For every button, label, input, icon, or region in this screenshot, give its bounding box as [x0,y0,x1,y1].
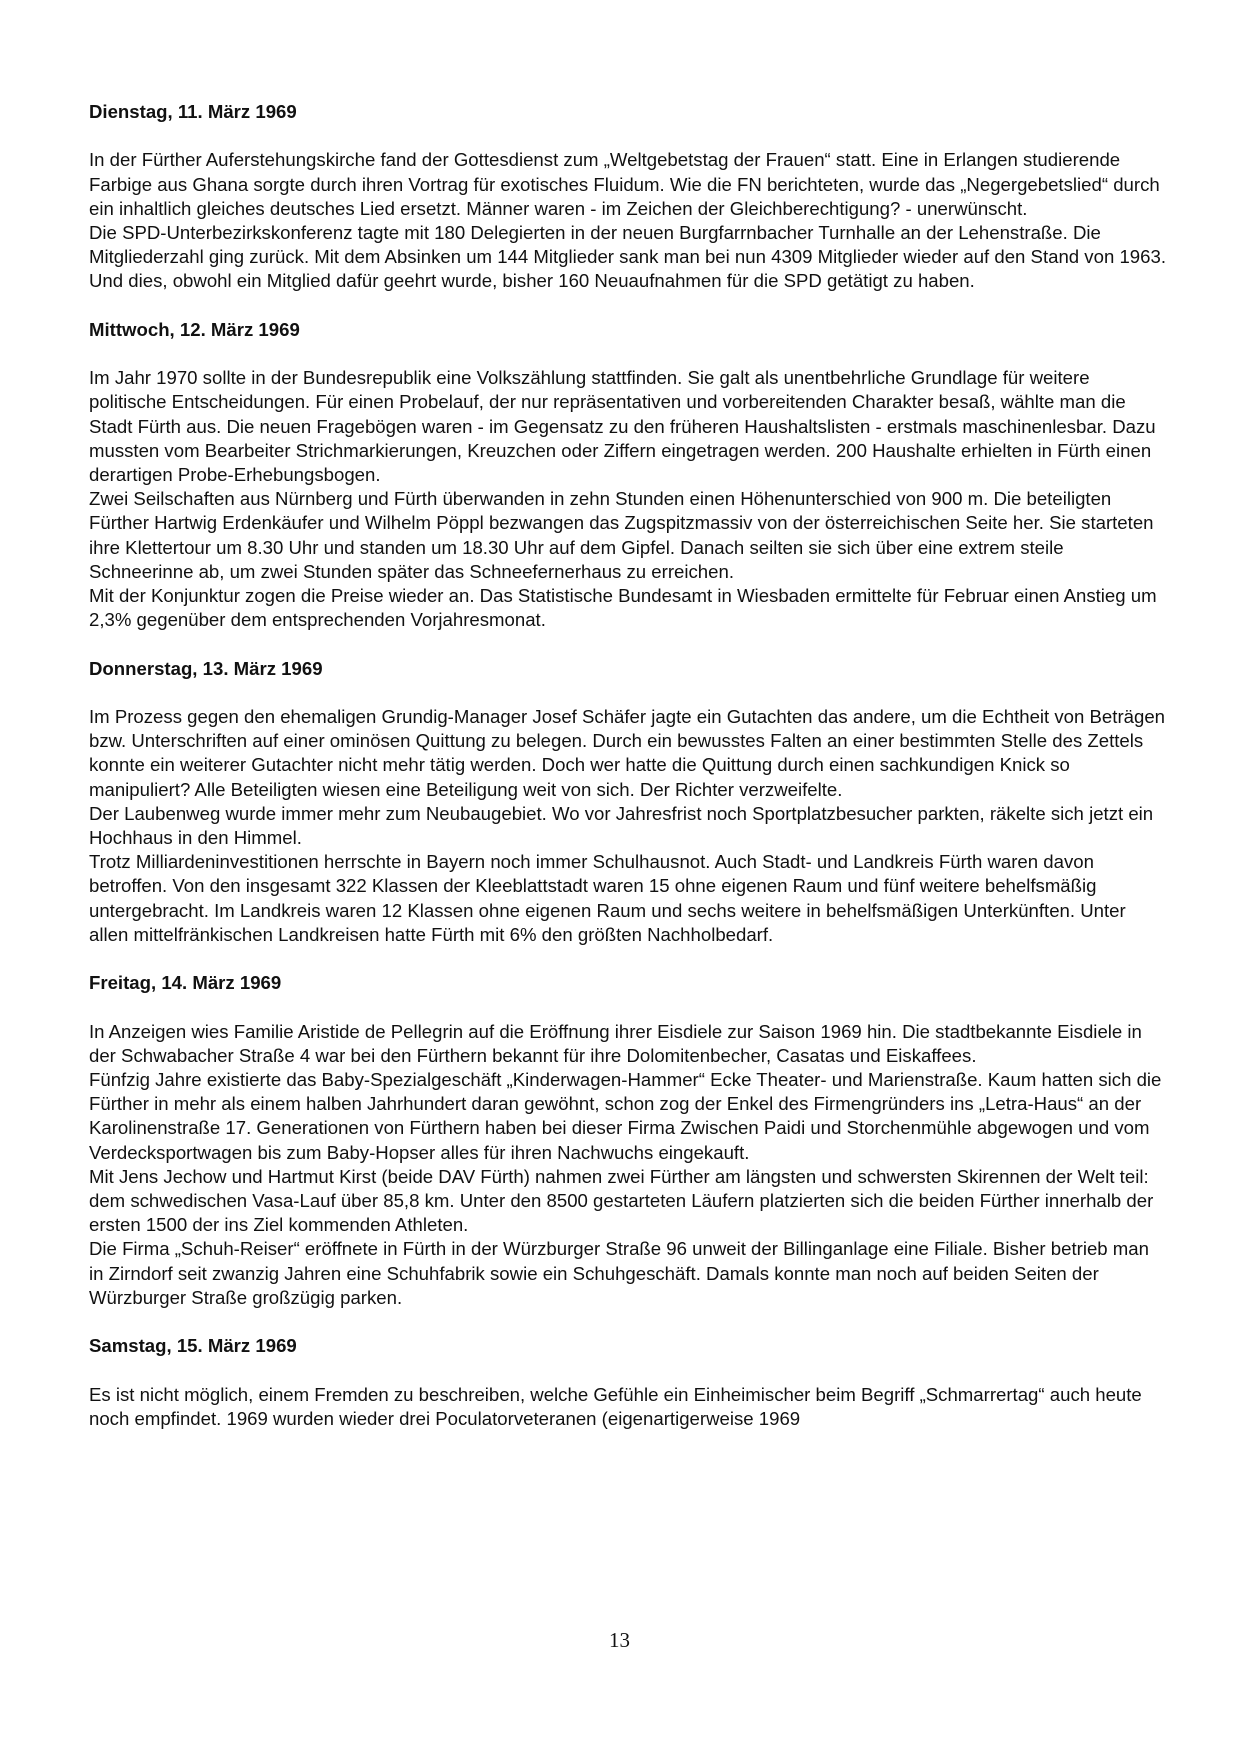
entry-date-heading: Mittwoch, 12. März 1969 [89,318,300,340]
entry-1969-03-14 [89,971,1167,1310]
entry-date-heading: Dienstag, 11. März 1969 [89,101,297,122]
entry-text: In Anzeigen wies Familie Aristide de Pellegrin auf die Eröffnung ihrer Eisdiele zur Saison 1969 hin. Die stadtbekannte Eisdiele in der Schwabacher Straße 4 war bei den Fürthern bekannt für ihre Dolomitenbecher, Casatas und Eiskaffees. Fünfzig Jahre existierte das Baby-Spezialgeschäft „Kinderwagen-Hammer“ Ecke Theater- und Marienstraße. Kaum hatten sich die Fürther in mehr als einem halben Jahrhundert daran gewöhnt, schon zog der Enkel des Firmengründers ins „Letra-Haus“ an der Karolinenstraße 17. Generationen von Fürthern haben bei dieser Firma Zwischen Paidi und Storchenmühle abgewogen und vom Verdecksportwagen bis zum Baby-Hopser alles für ihren Nachwuchs eingekauft. Mit Jens Jechow und Hartmut Kirst (beide DAV Fürth) nahmen zwei Fürther am längsten und schwersten Skirennen der Welt teil: dem schwedischen Vasa-Lauf über 85,8 km. Unter den 8500 gestarteten Läufern platzierten sich die beiden Fürther innerhalb der ersten 1500 der ins Ziel kommenden Athleten. Die Firma „Schuh-Reiser“ eröffnete in Fürth in der Würzburger Straße 96 unweit der Billinganlage eine Filiale. Bisher betrieb man in Zirndorf seit zwanzig Jahren eine Schuhfabrik sowie ein Schuhgeschäft. Damals konnte man noch auf beiden Seiten der Würzburger Straße großzügig parken. [89,1020,1162,1308]
entry-date-heading: Donnerstag, 13. März 1969 [89,657,323,679]
entry-text: Es ist nicht möglich, einem Fremden zu beschreiben, welche Gefühle ein Einheimischer beim Begriff „Schmarrertag“ auch heute noch empfindet. 1969 wurden wieder drei Poculatorveteranen (eigenartigerweise 1969 [89,1383,1142,1429]
chronicle-body [89,100,1167,1431]
entry-1969-03-15 [89,1334,1167,1431]
entry-date-heading: Samstag, 15. März 1969 [89,1335,297,1357]
entry-1969-03-12 [89,318,1167,633]
entry-date-heading: Freitag, 14. März 1969 [89,972,282,994]
entry-text: In der Fürther Auferstehungskirche fand der Gottesdienst zum „Weltgebetstag der Frauen“ statt. Eine in Erlangen studierende Farbige aus Ghana sorgte durch ihren Vortrag für exotisches Fluidum. Wie die FN berichteten, wurde das „Negergebetslied“ durch ein inhaltlich gleiches deutsches Lied ersetzt. Männer waren - im Zeichen der Gleichberechtigung? - unerwünscht. Die SPD-Unterbezirkskonferenz tagte mit 180 Delegierten in der neuen Burgfarrnbacher Turnhalle an der Lehenstraße. Die Mitgliederzahl ging zurück. Mit dem Absinken um 144 Mitglieder sank man bei nun 4309 Mitglieder wieder auf den Stand von 1963. Und dies, obwohl ein Mitglied dafür geehrt wurde, bisher 160 Neuaufnahmen für die SPD getätigt zu haben. [89,149,1166,292]
entry-1969-03-11 [89,100,1167,294]
entry-text: Im Jahr 1970 sollte in der Bundesrepublik eine Volkszählung stattfinden. Sie galt als unentbehrliche Grundlage für weitere politische Entscheidungen. Für einen Probelauf, der nur repräsentativen und vorbereitenden Charakter besaß, wählte man die Stadt Fürth aus. Die neuen Fragebögen waren - im Gegensatz zu den früheren Haushaltslisten - erstmals maschinenlesbar. Dazu mussten vom Bearbeiter Strichmarkierungen, Kreuzchen oder Ziffern eingetragen werden. 200 Haushalte erhielten in Fürth einen derartigen Probe-Erhebungsbogen. Zwei Seilschaften aus Nürnberg und Fürth überwanden in zehn Stunden einen Höhenunterschied von 900 m. Die beteiligten Fürther Hartwig Erdenkäufer und Wilhelm Pöppl bezwangen das Zugspitzmassiv von der österreichischen Seite her. Sie starteten ihre Klettertour um 8.30 Uhr und standen um 18.30 Uhr auf dem Gipfel. Danach seilten sie sich über eine extrem steile Schneerinne ab, um zwei Stunden später das Schneefernerhaus zu erreichen. Mit der Konjunktur zogen die Preise wieder an. Das Statistische Bundesamt in Wiesbaden ermittelte für Februar einen Anstieg um 2,3% gegenüber dem entsprechenden Vorjahresmonat. [89,367,1157,631]
entry-1969-03-13 [89,657,1167,947]
page-number: 13 [609,1628,630,1652]
entry-text: Im Prozess gegen den ehemaligen Grundig-Manager Josef Schäfer jagte ein Gutachten das andere, um die Echtheit von Beträgen bzw. Unterschriften auf einer ominösen Quittung zu belegen. Durch ein bewusstes Falten an einer bestimmten Stelle des Zettels konnte ein weiterer Gutachter nicht mehr tätig werden. Doch wer hatte die Quittung durch einen sachkundigen Knick so manipuliert? Alle Beteiligten wiesen eine Beteiligung weit von sich. Der Richter verzweifelte. Der Laubenweg wurde immer mehr zum Neubaugebiet. Wo vor Jahresfrist noch Sportplatzbesucher parkten, räkelte sich jetzt ein Hochhaus in den Himmel. Trotz Milliardeninvestitionen herrschte in Bayern noch immer Schulhausnot. Auch Stadt- und Landkreis Fürth waren davon betroffen. Von den insgesamt 322 Klassen der Kleeblattstadt waren 15 ohne eigenen Raum und fünf weitere behelfsmäßig untergebracht. Im Landkreis waren 12 Klassen ohne eigenen Raum und sechs weitere in behelfsmäßigen Unterkünften. Unter allen mittelfränkischen Landkreisen hatte Fürth mit 6% den größten Nachholbedarf. [89,706,1165,945]
